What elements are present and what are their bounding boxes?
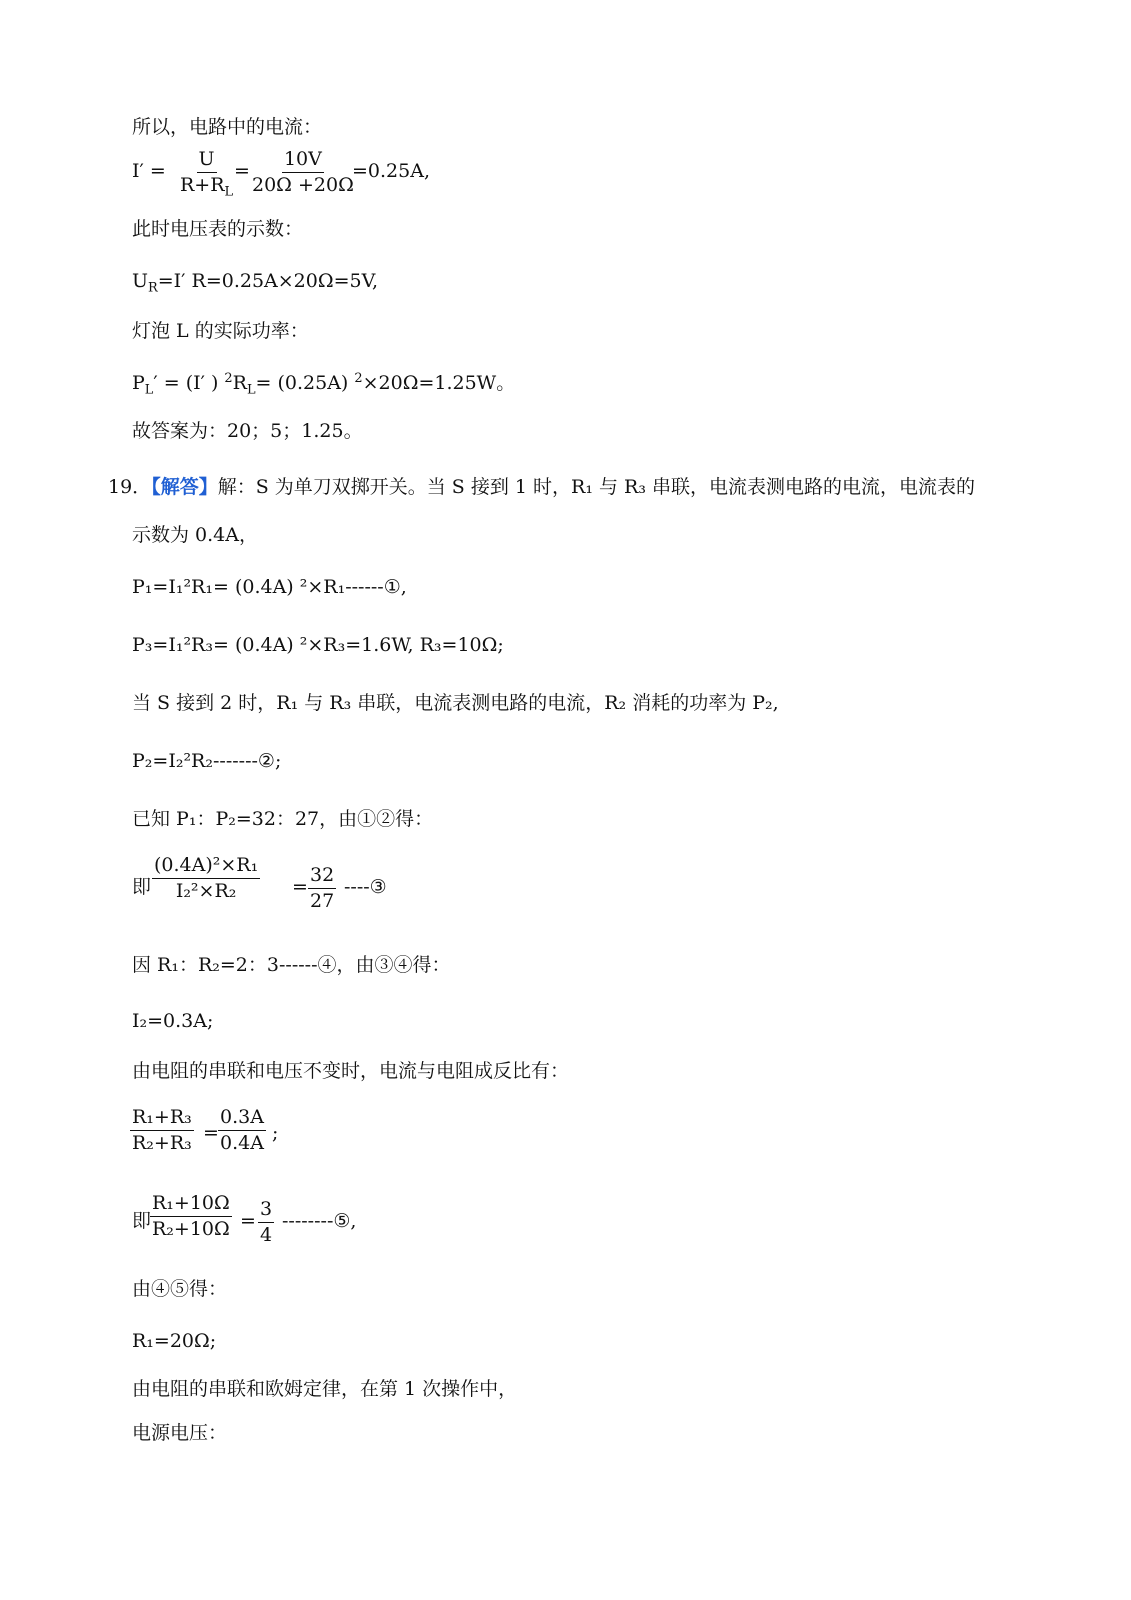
superscript: 2 (224, 370, 233, 386)
formula-suffix: ----③ (344, 876, 387, 898)
fraction-numerator: (0.4A)²×R₁ (152, 856, 260, 879)
fraction (150, 1194, 232, 1239)
text-line: 因 R₁：R₂=2：3------④，由③④得： (132, 954, 451, 976)
subscript: L (246, 382, 256, 398)
fraction (152, 856, 260, 901)
symbol: R (232, 372, 247, 394)
text-line: 所以，电路中的电流： (132, 116, 323, 138)
fraction-denominator (178, 173, 235, 200)
fraction-numerator: R₁+R₃ (130, 1108, 194, 1131)
formula-text: = (0.25A) (255, 372, 355, 394)
fraction-denominator: 20Ω +20Ω (252, 174, 354, 196)
text-line: 电源电压： (132, 1422, 228, 1444)
fraction-numerator: 3 (258, 1200, 274, 1223)
fraction-denominator: I₂²×R₂ (175, 880, 237, 902)
formula-line (132, 270, 379, 296)
fraction-denominator: R₂+R₃ (132, 1132, 192, 1154)
den-text: R+R (180, 174, 225, 196)
formula-prefix: 即 (132, 1210, 152, 1232)
text-line: 灯泡 L 的实际功率： (132, 320, 309, 342)
formula-line: I₂=0.3A; (132, 1010, 214, 1032)
symbol: P (132, 372, 145, 394)
question-text: 解：S 为单刀双掷开关。当 S 接到 1 时，R₁ 与 R₃ 串联，电流表测电路的电流，电流表的 (217, 476, 975, 498)
equals-sign: = (240, 1210, 256, 1232)
text-line: 示数为 0.4A， (132, 524, 258, 546)
fraction-denominator: 4 (260, 1224, 273, 1246)
equals-sign: = (292, 876, 308, 898)
text-line: 由电阻的串联和电压不变时，电流与电阻成反比有： (132, 1060, 570, 1082)
text-line: 由④⑤得： (132, 1278, 228, 1300)
fraction (250, 150, 356, 195)
question-19-heading (108, 478, 975, 497)
formula-line: P₂=I₂²R₂-------②; (132, 750, 282, 772)
answer-line: 故答案为：20；5；1.25。 (132, 420, 363, 442)
symbol: U (132, 270, 149, 292)
fraction-numerator: U (197, 150, 217, 173)
fraction (178, 148, 235, 200)
formula-suffix: --------⑤, (282, 1210, 357, 1232)
formula-rhs: =0.25A, (352, 160, 430, 182)
formula-prefix: 即 (132, 876, 152, 898)
formula-line (132, 370, 516, 398)
formula-text: =I′ R=0.25A×20Ω=5V, (157, 270, 379, 292)
fraction (308, 866, 336, 911)
formula-text: ′ = (I′ ) (153, 372, 225, 394)
fraction-denominator: 27 (310, 890, 335, 912)
fraction-denominator: 0.4A (220, 1132, 264, 1154)
answer-label: 【解答】 (151, 476, 218, 498)
fraction-numerator: 10V (282, 150, 324, 173)
question-number: 19． (108, 476, 152, 498)
text-line: 由电阻的串联和欧姆定律，在第 1 次操作中， (132, 1378, 518, 1400)
formula-lhs: I′ = (132, 160, 166, 182)
text-line: 此时电压表的示数： (132, 218, 304, 240)
fraction-denominator: R₂+10Ω (152, 1218, 230, 1240)
equals-sign: = (203, 1122, 219, 1144)
fraction-numerator: 32 (308, 866, 336, 889)
formula-suffix: ; (272, 1122, 279, 1144)
text-line: 当 S 接到 2 时，R₁ 与 R₃ 串联，电流表测电路的电流，R₂ 消耗的功率为 P₂, (132, 692, 779, 714)
formula-text: ×20Ω=1.25W。 (362, 372, 516, 394)
subscript: R (148, 280, 158, 296)
fraction (218, 1108, 266, 1153)
subscript: L (224, 184, 234, 200)
formula-line: R₁=20Ω; (132, 1330, 217, 1352)
superscript: 2 (354, 370, 363, 386)
text-line: 已知 P₁：P₂=32：27，由①②得： (132, 808, 434, 830)
fraction-numerator: 0.3A (218, 1108, 266, 1131)
subscript: L (144, 382, 154, 398)
formula-line: P₃=I₁²R₃= (0.4A) ²×R₃=1.6W, R₃=10Ω; (132, 634, 504, 656)
formula-line: P₁=I₁²R₁= (0.4A) ²×R₁------①, (132, 576, 407, 598)
equals-sign: = (234, 160, 250, 182)
fraction-numerator: R₁+10Ω (150, 1194, 232, 1217)
fraction (130, 1108, 194, 1153)
fraction (258, 1200, 274, 1245)
